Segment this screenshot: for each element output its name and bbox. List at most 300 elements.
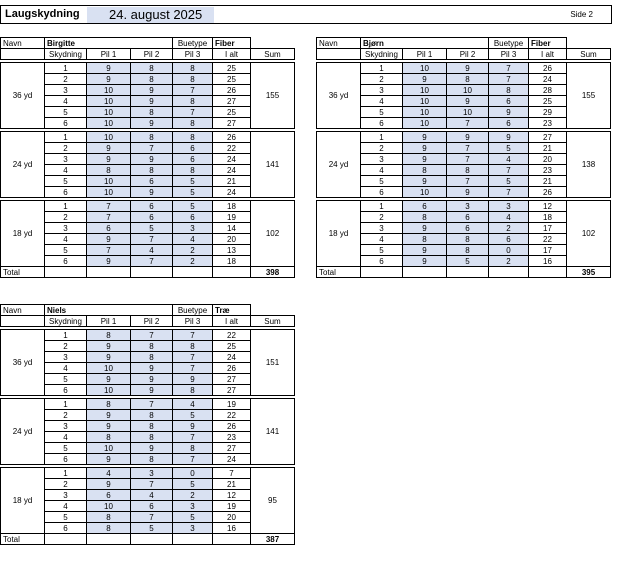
empty-cell [87, 534, 131, 545]
end-total: 18 [529, 212, 567, 223]
round-sum: 138 [567, 132, 611, 198]
pil3-score: 5 [173, 512, 213, 523]
pil2-score: 5 [131, 523, 173, 534]
score-row [1, 432, 295, 443]
end-number: 3 [361, 223, 403, 234]
score-row [1, 443, 295, 454]
pil3-score: 8 [173, 63, 213, 74]
empty-cell [529, 267, 567, 278]
pil2-score: 8 [447, 245, 489, 256]
header-bar [0, 5, 612, 24]
pil1-score: 10 [87, 443, 131, 454]
pil3-score: 9 [173, 374, 213, 385]
end-total: 13 [213, 245, 251, 256]
end-number: 3 [45, 223, 87, 234]
pil3-score: 9 [489, 132, 529, 143]
score-row [317, 118, 611, 129]
end-number: 4 [45, 96, 87, 107]
empty-cell [489, 267, 529, 278]
end-number: 1 [45, 63, 87, 74]
end-total: 24 [213, 154, 251, 165]
end-number: 4 [45, 165, 87, 176]
pil1-score: 10 [87, 501, 131, 512]
pil1-score: 6 [87, 490, 131, 501]
bow-type-label: Buetype [489, 38, 529, 49]
end-number: 3 [45, 490, 87, 501]
archer-name: Birgitte [45, 38, 173, 49]
score-row [1, 363, 295, 374]
end-total: 18 [213, 201, 251, 212]
pil1-score: 10 [87, 118, 131, 129]
total-label: Total [1, 534, 45, 545]
end-total: 23 [529, 165, 567, 176]
pil2-score: 8 [131, 352, 173, 363]
scorecard-1 [316, 37, 611, 278]
empty-cell [361, 267, 403, 278]
col-header-pil2: Pil 2 [131, 49, 173, 60]
pil3-score: 6 [489, 96, 529, 107]
score-row [1, 143, 295, 154]
grand-total: 395 [567, 267, 611, 278]
pil3-score: 3 [173, 523, 213, 534]
empty-cell [213, 267, 251, 278]
pil3-score: 6 [173, 143, 213, 154]
col-header-pil2: Pil 2 [447, 49, 489, 60]
empty-cell [403, 267, 447, 278]
pil3-score: 7 [173, 454, 213, 465]
end-number: 1 [45, 399, 87, 410]
end-number: 6 [45, 187, 87, 198]
pil2-score: 6 [447, 223, 489, 234]
score-row [1, 96, 295, 107]
pil2-score: 9 [131, 154, 173, 165]
pil3-score: 0 [173, 468, 213, 479]
pil1-score: 9 [403, 74, 447, 85]
end-total: 28 [529, 85, 567, 96]
pil2-score: 9 [447, 132, 489, 143]
col-header-pil3: Pil 3 [173, 316, 213, 327]
score-row [1, 223, 295, 234]
col-header-pil3: Pil 3 [489, 49, 529, 60]
score-row [317, 223, 611, 234]
total-label: Total [317, 267, 361, 278]
col-header-pil1: Pil 1 [87, 316, 131, 327]
empty-cell [131, 267, 173, 278]
pil2-score: 5 [131, 223, 173, 234]
col-header-ialt: I alt [213, 316, 251, 327]
pil2-score: 7 [131, 512, 173, 523]
pil1-score: 8 [87, 523, 131, 534]
score-row [1, 176, 295, 187]
bow-type-value: Fiber [213, 38, 251, 49]
page-title: Laugskydning [5, 8, 80, 20]
end-total: 22 [213, 410, 251, 421]
score-row [317, 256, 611, 267]
pil2-score: 7 [447, 154, 489, 165]
end-total: 21 [213, 479, 251, 490]
col-header-skydning: Skydning [45, 316, 87, 327]
pil1-score: 8 [403, 234, 447, 245]
empty-cell [317, 49, 361, 60]
distance-label: 24 yd [1, 132, 45, 198]
pil1-score: 9 [87, 256, 131, 267]
col-header-pil1: Pil 1 [87, 49, 131, 60]
pil3-score: 6 [173, 154, 213, 165]
score-row [317, 187, 611, 198]
round-sum: 141 [251, 132, 295, 198]
empty-cell [87, 267, 131, 278]
pil2-score: 9 [447, 63, 489, 74]
score-row [317, 143, 611, 154]
pil2-score: 8 [131, 432, 173, 443]
round-sum: 102 [251, 201, 295, 267]
page-number: Side 2 [570, 10, 593, 19]
end-number: 2 [45, 212, 87, 223]
grand-total: 398 [251, 267, 295, 278]
round-sum: 141 [251, 399, 295, 465]
end-total: 26 [213, 132, 251, 143]
score-row [1, 85, 295, 96]
pil3-score: 5 [173, 187, 213, 198]
end-number: 3 [45, 352, 87, 363]
pil3-score: 7 [173, 363, 213, 374]
pil2-score: 7 [131, 479, 173, 490]
pil2-score: 8 [131, 454, 173, 465]
pil1-score: 6 [87, 223, 131, 234]
end-total: 29 [529, 107, 567, 118]
pil2-score: 7 [447, 143, 489, 154]
end-number: 5 [45, 443, 87, 454]
end-total: 16 [213, 523, 251, 534]
end-number: 6 [361, 256, 403, 267]
pil2-score: 3 [131, 468, 173, 479]
pil3-score: 7 [173, 85, 213, 96]
score-row [1, 399, 295, 410]
end-number: 6 [361, 118, 403, 129]
pil3-score: 7 [489, 74, 529, 85]
round-sum: 155 [567, 63, 611, 129]
empty-cell [173, 534, 213, 545]
end-total: 24 [529, 74, 567, 85]
archer-name: Bjørn [361, 38, 489, 49]
grand-total: 387 [251, 534, 295, 545]
score-row [1, 118, 295, 129]
pil2-score: 9 [131, 443, 173, 454]
pil2-score: 7 [131, 330, 173, 341]
pil3-score: 8 [489, 85, 529, 96]
end-total: 21 [529, 176, 567, 187]
end-number: 6 [45, 256, 87, 267]
pil3-score: 3 [173, 501, 213, 512]
pil3-score: 3 [173, 223, 213, 234]
col-header-sum: Sum [251, 316, 295, 327]
pil2-score: 9 [447, 187, 489, 198]
pil1-score: 10 [403, 96, 447, 107]
pil1-score: 8 [87, 432, 131, 443]
pil3-score: 5 [173, 410, 213, 421]
end-total: 26 [213, 421, 251, 432]
score-row [1, 234, 295, 245]
pil3-score: 5 [489, 176, 529, 187]
scorecard-2 [0, 304, 295, 545]
pil2-score: 9 [131, 96, 173, 107]
pil2-score: 7 [131, 143, 173, 154]
score-row [317, 154, 611, 165]
pil1-score: 10 [403, 85, 447, 96]
pil1-score: 9 [403, 245, 447, 256]
score-row [1, 74, 295, 85]
end-total: 27 [213, 374, 251, 385]
pil2-score: 9 [131, 187, 173, 198]
pil2-score: 8 [131, 107, 173, 118]
score-row [1, 501, 295, 512]
pil2-score: 8 [447, 165, 489, 176]
pil1-score: 7 [87, 245, 131, 256]
end-total: 27 [213, 443, 251, 454]
end-number: 4 [361, 234, 403, 245]
pil2-score: 8 [131, 63, 173, 74]
end-total: 17 [529, 223, 567, 234]
name-label: Navn [1, 38, 45, 49]
score-row [317, 85, 611, 96]
pil2-score: 6 [131, 176, 173, 187]
score-row [1, 523, 295, 534]
empty-cell [213, 534, 251, 545]
empty-cell [1, 49, 45, 60]
distance-label: 36 yd [317, 63, 361, 129]
pil3-score: 2 [489, 256, 529, 267]
end-total: 24 [213, 454, 251, 465]
score-row [317, 132, 611, 143]
pil3-score: 7 [489, 187, 529, 198]
score-row [1, 421, 295, 432]
pil2-score: 9 [447, 96, 489, 107]
pil2-score: 3 [447, 201, 489, 212]
end-total: 25 [213, 74, 251, 85]
pil1-score: 7 [87, 212, 131, 223]
pil3-score: 9 [173, 421, 213, 432]
scorecard-0 [0, 37, 295, 278]
pil3-score: 5 [173, 479, 213, 490]
score-row [317, 96, 611, 107]
end-number: 5 [45, 374, 87, 385]
pil1-score: 9 [87, 479, 131, 490]
end-number: 2 [361, 74, 403, 85]
pil2-score: 6 [131, 212, 173, 223]
pil3-score: 9 [489, 107, 529, 118]
bow-type-value: Fiber [529, 38, 567, 49]
pil1-score: 10 [87, 132, 131, 143]
col-header-pil2: Pil 2 [131, 316, 173, 327]
score-row [1, 187, 295, 198]
bow-type-label: Buetype [173, 38, 213, 49]
pil2-score: 8 [131, 410, 173, 421]
score-row [1, 490, 295, 501]
end-number: 2 [45, 143, 87, 154]
score-row [1, 479, 295, 490]
end-number: 4 [45, 432, 87, 443]
pil1-score: 9 [87, 341, 131, 352]
pil2-score: 4 [131, 245, 173, 256]
end-total: 24 [213, 352, 251, 363]
col-header-skydning: Skydning [45, 49, 87, 60]
pil3-score: 0 [489, 245, 529, 256]
distance-label: 24 yd [317, 132, 361, 198]
end-total: 22 [213, 330, 251, 341]
end-total: 24 [213, 187, 251, 198]
archer-name: Niels [45, 305, 173, 316]
distance-label: 18 yd [1, 201, 45, 267]
pil3-score: 8 [173, 165, 213, 176]
col-header-ialt: I alt [529, 49, 567, 60]
score-row [1, 245, 295, 256]
pil1-score: 10 [87, 85, 131, 96]
end-number: 5 [45, 176, 87, 187]
name-label: Navn [1, 305, 45, 316]
end-total: 14 [213, 223, 251, 234]
end-total: 22 [213, 143, 251, 154]
end-number: 2 [45, 479, 87, 490]
end-number: 2 [361, 143, 403, 154]
pil2-score: 10 [447, 85, 489, 96]
empty-cell [1, 316, 45, 327]
end-total: 25 [213, 63, 251, 74]
pil2-score: 9 [131, 374, 173, 385]
end-total: 26 [213, 363, 251, 374]
end-number: 4 [45, 234, 87, 245]
end-total: 12 [529, 201, 567, 212]
end-number: 1 [45, 330, 87, 341]
pil3-score: 6 [173, 212, 213, 223]
score-row [1, 154, 295, 165]
empty-cell [251, 38, 295, 49]
pil3-score: 4 [489, 212, 529, 223]
end-number: 1 [45, 201, 87, 212]
end-number: 5 [361, 176, 403, 187]
score-row [1, 410, 295, 421]
end-number: 1 [361, 132, 403, 143]
empty-cell [131, 534, 173, 545]
pil2-score: 6 [447, 212, 489, 223]
pil1-score: 9 [403, 143, 447, 154]
end-number: 5 [45, 245, 87, 256]
pil3-score: 5 [489, 143, 529, 154]
pil2-score: 10 [447, 107, 489, 118]
pil2-score: 7 [131, 399, 173, 410]
round-sum: 151 [251, 330, 295, 396]
pil3-score: 5 [173, 176, 213, 187]
pil3-score: 7 [489, 165, 529, 176]
pil1-score: 8 [87, 512, 131, 523]
end-number: 3 [361, 85, 403, 96]
pil3-score: 4 [173, 399, 213, 410]
pil1-score: 10 [87, 385, 131, 396]
end-number: 5 [45, 512, 87, 523]
distance-label: 36 yd [1, 63, 45, 129]
pil3-score: 6 [489, 234, 529, 245]
distance-label: 18 yd [317, 201, 361, 267]
score-row [1, 63, 295, 74]
pil3-score: 6 [489, 118, 529, 129]
pil2-score: 8 [131, 132, 173, 143]
pil1-score: 9 [87, 421, 131, 432]
score-row [1, 330, 295, 341]
pil1-score: 10 [87, 187, 131, 198]
pil2-score: 6 [131, 201, 173, 212]
pil3-score: 8 [173, 96, 213, 107]
end-total: 26 [529, 63, 567, 74]
pil3-score: 8 [173, 74, 213, 85]
end-number: 6 [45, 454, 87, 465]
pil1-score: 8 [87, 330, 131, 341]
score-row [1, 256, 295, 267]
score-row [1, 512, 295, 523]
pil1-score: 4 [87, 468, 131, 479]
end-total: 22 [529, 234, 567, 245]
end-number: 3 [45, 154, 87, 165]
end-number: 3 [361, 154, 403, 165]
end-number: 6 [45, 385, 87, 396]
end-total: 19 [213, 501, 251, 512]
score-row [317, 245, 611, 256]
pil1-score: 8 [403, 165, 447, 176]
end-number: 1 [361, 201, 403, 212]
end-total: 27 [213, 96, 251, 107]
pil1-score: 9 [403, 223, 447, 234]
distance-label: 24 yd [1, 399, 45, 465]
pil2-score: 9 [131, 385, 173, 396]
end-total: 25 [213, 341, 251, 352]
end-number: 3 [45, 421, 87, 432]
end-number: 1 [45, 468, 87, 479]
pil1-score: 9 [403, 176, 447, 187]
end-total: 24 [213, 165, 251, 176]
score-row [317, 63, 611, 74]
pil2-score: 9 [131, 85, 173, 96]
pil1-score: 9 [403, 154, 447, 165]
empty-cell [251, 305, 295, 316]
end-total: 23 [529, 118, 567, 129]
pil2-score: 7 [447, 118, 489, 129]
score-row [1, 201, 295, 212]
end-number: 4 [45, 363, 87, 374]
pil2-score: 6 [131, 501, 173, 512]
pil1-score: 6 [403, 201, 447, 212]
pil2-score: 8 [131, 341, 173, 352]
col-header-ialt: I alt [213, 49, 251, 60]
pil2-score: 7 [447, 176, 489, 187]
pil3-score: 8 [173, 443, 213, 454]
end-total: 21 [529, 143, 567, 154]
pil3-score: 4 [489, 154, 529, 165]
pil1-score: 9 [87, 234, 131, 245]
end-total: 19 [213, 212, 251, 223]
score-row [317, 234, 611, 245]
pil2-score: 7 [131, 234, 173, 245]
end-number: 2 [45, 410, 87, 421]
pil3-score: 2 [173, 256, 213, 267]
pil1-score: 10 [403, 107, 447, 118]
score-row [1, 165, 295, 176]
pil1-score: 9 [87, 454, 131, 465]
score-row [1, 385, 295, 396]
pil1-score: 9 [403, 132, 447, 143]
end-total: 12 [213, 490, 251, 501]
empty-cell [45, 267, 87, 278]
pil2-score: 9 [131, 118, 173, 129]
pil1-score: 9 [87, 410, 131, 421]
end-total: 27 [529, 132, 567, 143]
